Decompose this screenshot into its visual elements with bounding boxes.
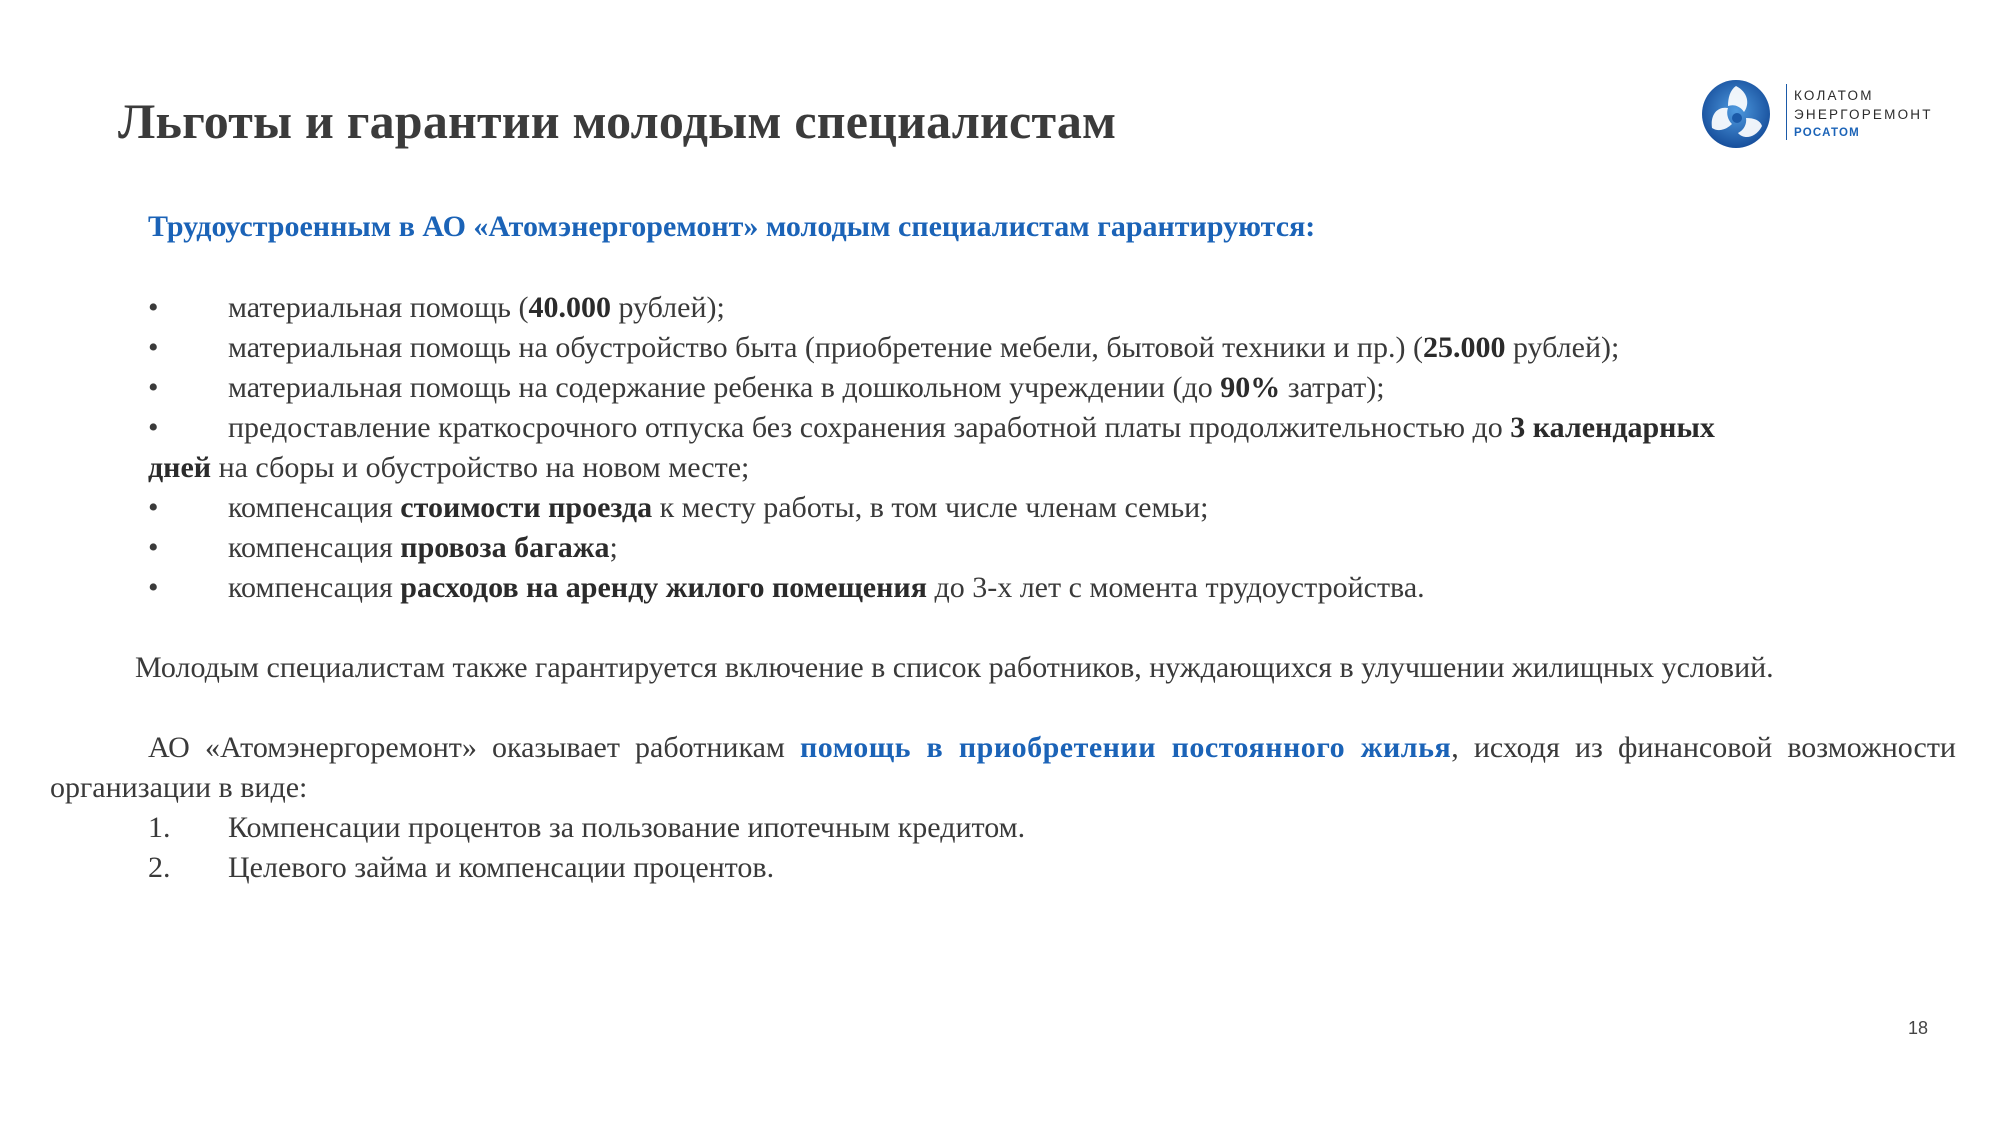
bullet-mark: • bbox=[148, 371, 159, 404]
list-item: 2. Целевого займа и компенсации процентов. bbox=[148, 848, 1956, 888]
list-item: • предоставление краткосрочного отпуска без сохранения заработной платы продолжительностью до 3 календарных дней на сборы и обустройство на новом месте; bbox=[148, 408, 1956, 488]
housing-help-paragraph: АО «Атомэнергоремонт» оказывает работникам помощь в приобретении постоянного жилья, исходя из финансовой возможности организации в виде: bbox=[50, 731, 1956, 804]
item-number: 1. bbox=[148, 811, 171, 844]
slide-title: Льготы и гарантии молодым специалистам bbox=[118, 93, 1117, 149]
bullet-mark: • bbox=[148, 491, 159, 524]
slide-body bbox=[50, 207, 1956, 888]
list-item: • компенсация расходов на аренду жилого помещения до 3-х лет с момента трудоустройства. bbox=[148, 568, 1956, 608]
bullet-mark: • bbox=[148, 531, 159, 564]
logo-line-3: РОСАТОМ bbox=[1794, 127, 1860, 139]
logo-line-1: КОЛАТОМ bbox=[1794, 88, 1874, 103]
numbered-list bbox=[50, 808, 1956, 888]
list-item: • материальная помощь (40.000 рублей); bbox=[148, 288, 1956, 328]
item-number: 2. bbox=[148, 851, 171, 884]
logo-separator bbox=[1786, 84, 1787, 140]
list-item: • материальная помощь на обустройство быта (приобретение мебели, бытовой техники и пр.) (25.000 рублей); bbox=[148, 328, 1956, 368]
logo-line-2: ЭНЕРГОРЕМОНТ bbox=[1794, 107, 1933, 122]
company-logo bbox=[1700, 78, 1940, 150]
list-item: • компенсация провоза багажа; bbox=[148, 528, 1956, 568]
page-number: 18 bbox=[1908, 1018, 1929, 1038]
list-item: • материальная помощь на содержание ребенка в дошкольном учреждении (до 90% затрат); bbox=[148, 368, 1956, 408]
rosatom-emblem-icon bbox=[1700, 78, 1772, 150]
housing-list-paragraph: Молодым специалистам также гарантируется включение в список работников, нуждающихся в улучшении жилищных условий. bbox=[135, 651, 1774, 684]
benefits-list bbox=[50, 288, 1956, 608]
highlight-text: помощь в приобретении постоянного жилья bbox=[799, 731, 1452, 764]
list-item: 1. Компенсации процентов за пользование ипотечным кредитом. bbox=[148, 808, 1956, 848]
bullet-mark: • bbox=[148, 411, 159, 444]
bullet-mark: • bbox=[148, 571, 159, 604]
list-item: • компенсация стоимости проезда к месту работы, в том числе членам семьи; bbox=[148, 488, 1956, 528]
logo-wordmark bbox=[1794, 86, 1933, 143]
lead-heading: Трудоустроенным в АО «Атомэнергоремонт» молодым специалистам гарантируются: bbox=[148, 210, 1316, 243]
bullet-mark: • bbox=[148, 291, 159, 324]
bullet-mark: • bbox=[148, 331, 159, 364]
